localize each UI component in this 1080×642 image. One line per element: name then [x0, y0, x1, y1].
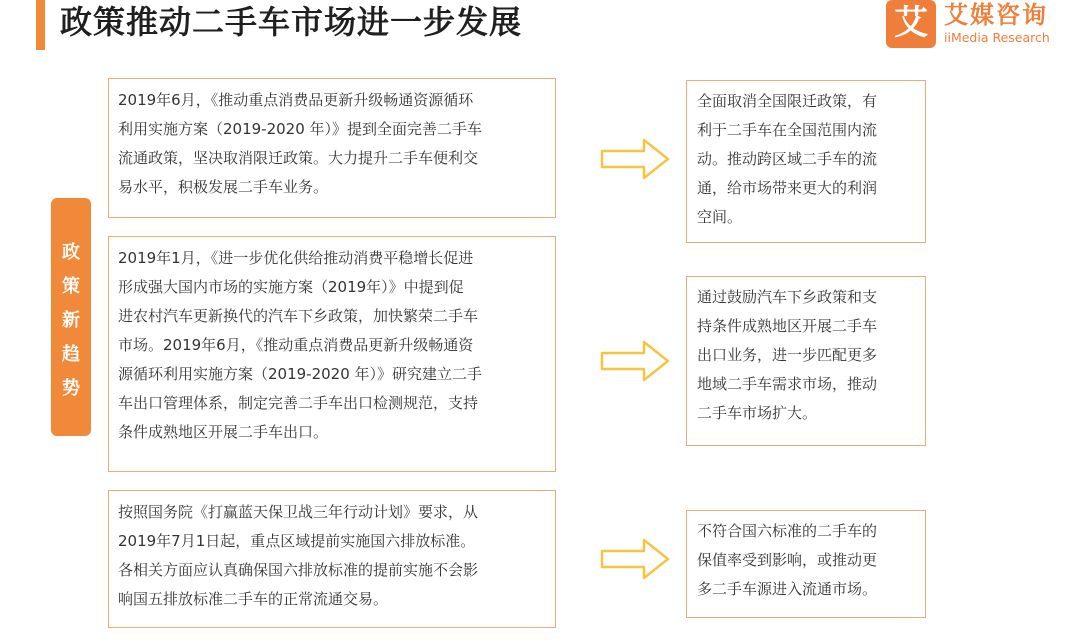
effect-line: 动。推动跨区域二手车的流 [697, 150, 878, 168]
effect-box-2 [686, 276, 926, 446]
side-tag-char: 趋 [62, 344, 80, 365]
effect-line: 空间。 [697, 208, 743, 226]
effect-line: 地域二手车需求市场，推动 [697, 375, 878, 393]
policy-line: 流通政策，坚决取消限迁政策。大力提升二手车便利交 [118, 149, 479, 167]
policy-line: 响国五排放标准二手车的正常流通交易。 [118, 590, 389, 608]
policy-line: 2019年6月，《推动重点消费品更新升级畅通资源循环 [118, 91, 474, 109]
policy-line: 各相关方面应认真确保国六排放标准的提前实施不会影 [118, 561, 479, 579]
title-accent-bar [36, 0, 45, 50]
effect-line: 多二手车源进入流通市场。 [697, 580, 878, 598]
effect-line: 全面取消全国限迁政策，有 [697, 92, 878, 110]
effect-box-1 [686, 80, 926, 243]
policy-line: 利用实施方案（2019-2020 年）》提到全面完善二手车 [118, 120, 483, 138]
right-arrow-icon [600, 538, 670, 580]
logo-name-en: iiMedia Research [944, 30, 1050, 45]
policy-line: 车出口管理体系，制定完善二手车出口检测规范，支持 [118, 394, 479, 412]
effect-line: 通过鼓励汽车下乡政策和支 [697, 288, 878, 306]
side-tag-char: 势 [62, 378, 80, 399]
logo-mark-icon: 艾 [886, 0, 936, 48]
policy-line: 易水平，积极发展二手车业务。 [118, 178, 329, 196]
side-tag-policy-trend [51, 198, 91, 436]
policy-line: 2019年1月，《进一步优化供给推动消费平稳增长促进 [118, 249, 474, 267]
policy-line: 按照国务院《打赢蓝天保卫战三年行动计划》要求，从 [118, 503, 479, 521]
policy-line: 市场。2019年6月，《推动重点消费品更新升级畅通资 [118, 336, 474, 354]
policy-line: 进农村汽车更新换代的汽车下乡政策，加快繁荣二手车 [118, 307, 479, 325]
effect-box-3 [686, 510, 926, 618]
effect-line: 通，给市场带来更大的利润 [697, 179, 878, 197]
effect-line: 持条件成熟地区开展二手车 [697, 317, 878, 335]
right-arrow-icon [600, 340, 670, 382]
effect-line: 保值率受到影响，或推动更 [697, 551, 878, 569]
right-arrow-icon [600, 138, 670, 180]
effect-line: 出口业务，进一步匹配更多 [697, 346, 878, 364]
policy-line: 源循环利用实施方案（2019-2020 年）》研究建立二手 [118, 365, 483, 383]
logo-name-cn: 艾媒咨询 [944, 1, 1048, 29]
policy-line: 形成强大国内市场的实施方案（2019年）》中提到促 [118, 278, 464, 296]
side-tag-char: 策 [62, 276, 80, 297]
brand-logo [886, 0, 1076, 50]
effect-line: 利于二手车在全国范围内流 [697, 121, 878, 139]
effect-line: 不符合国六标准的二手车的 [697, 522, 878, 540]
effect-line: 二手车市场扩大。 [697, 404, 818, 422]
page-title: 政策推动二手车市场进一步发展 [60, 3, 523, 41]
policy-box-2 [108, 236, 556, 472]
policy-line: 2019年7月1日起，重点区域提前实施国六排放标准。 [118, 532, 476, 550]
policy-box-1 [108, 78, 556, 218]
side-tag-char: 新 [62, 310, 80, 331]
policy-line: 条件成熟地区开展二手车出口。 [118, 423, 329, 441]
side-tag-char: 政 [62, 242, 80, 263]
policy-box-3 [108, 490, 556, 628]
